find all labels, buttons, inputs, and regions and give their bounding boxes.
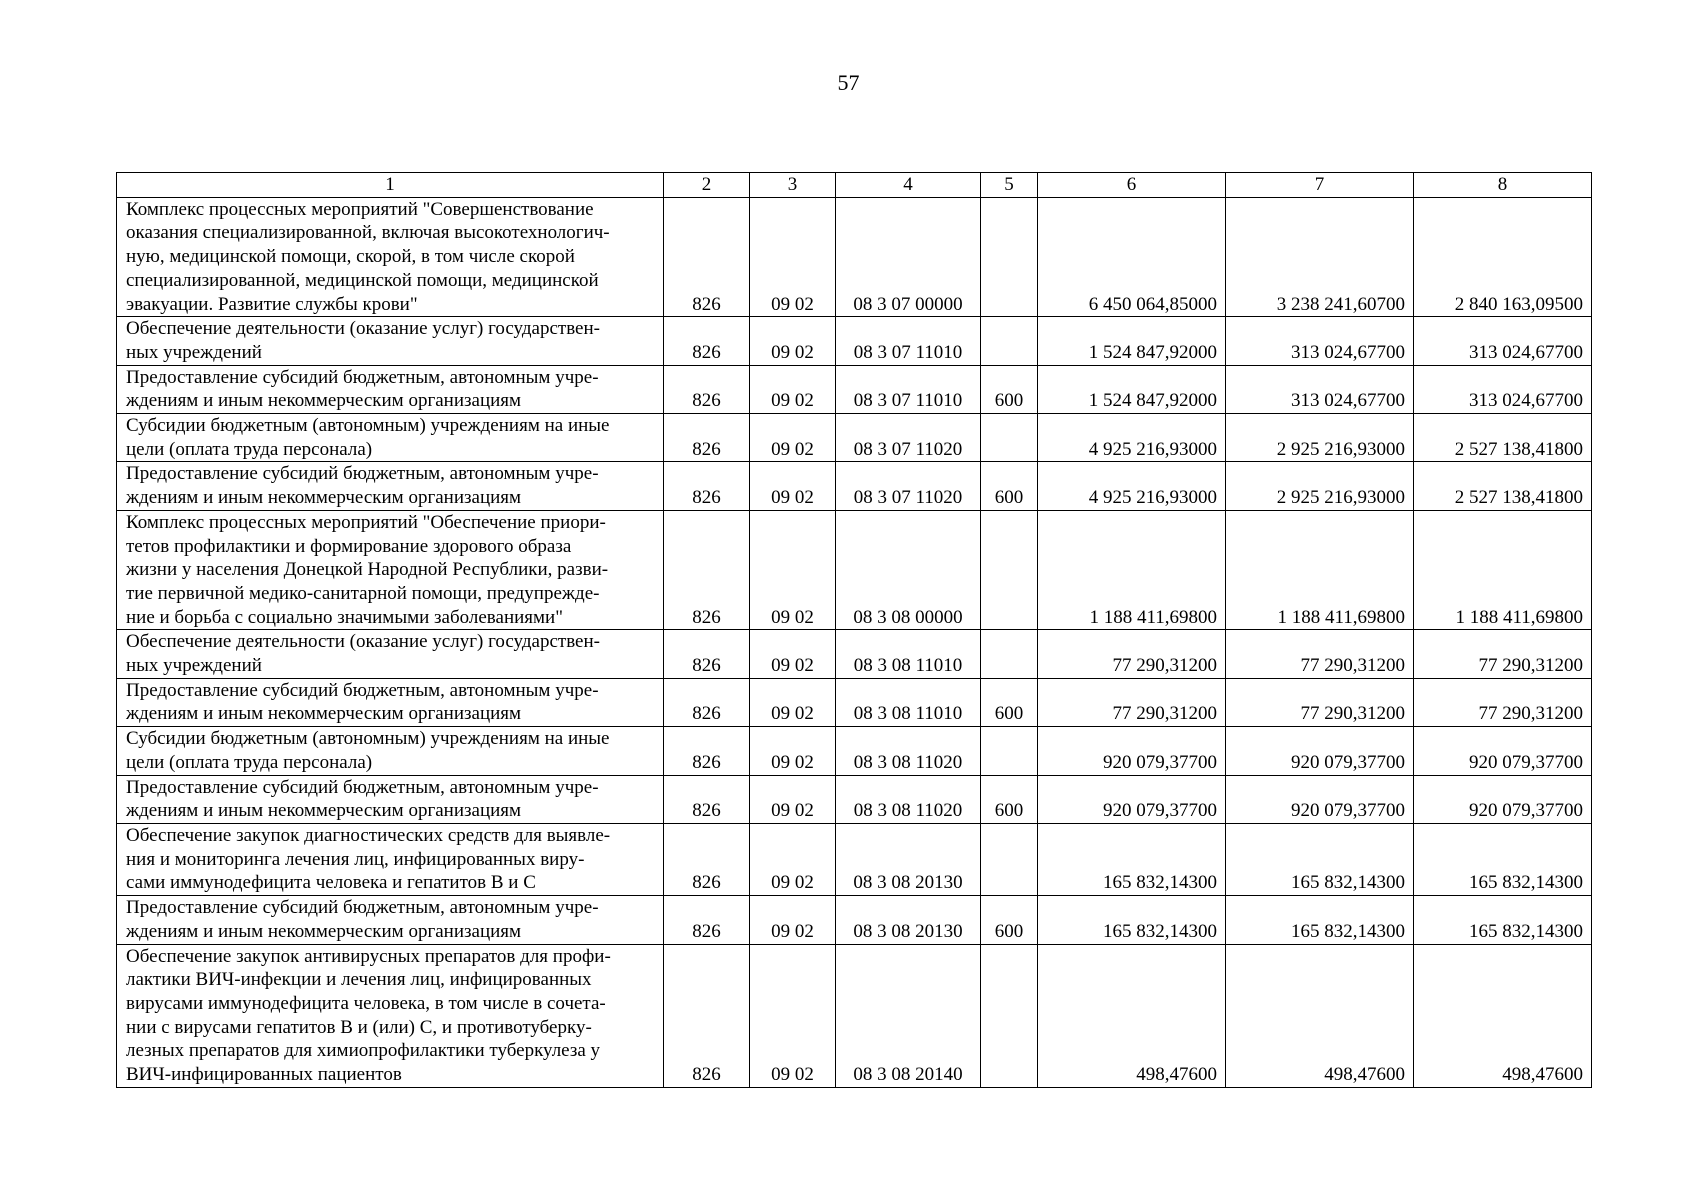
column-number-header-row	[117, 173, 1592, 198]
grbs-cell: 826	[664, 414, 750, 462]
description-cell	[117, 823, 664, 895]
header-col-6: 6	[1038, 173, 1226, 198]
target-article-cell: 08 3 07 00000	[836, 197, 981, 317]
description-line: цели (оплата труда персонала)	[126, 751, 373, 773]
amount-col7-cell: 498,47600	[1226, 944, 1414, 1087]
grbs-cell: 826	[664, 896, 750, 944]
amount-col7-cell: 3 238 241,60700	[1226, 197, 1414, 317]
description-line: Комплекс процессных мероприятий "Обеспечение приори-	[126, 511, 606, 533]
description-line: Обеспечение деятельности (оказание услуг) государствен-	[126, 318, 600, 340]
header-col-3: 3	[750, 173, 836, 198]
description-line: Предоставление субсидий бюджетным, автономным учре-	[126, 679, 599, 701]
amount-col6-cell: 1 524 847,92000	[1038, 365, 1226, 413]
table-row	[117, 630, 1592, 678]
expense-type-cell: 600	[981, 775, 1038, 823]
description-line: лезных препаратов для химиопрофилактики туберкулеза у	[126, 1040, 601, 1062]
table-body	[117, 173, 1592, 1088]
expense-type-cell	[981, 197, 1038, 317]
amount-col6-cell: 920 079,37700	[1038, 727, 1226, 775]
section-cell: 09 02	[750, 510, 836, 630]
section-cell: 09 02	[750, 365, 836, 413]
table-row	[117, 317, 1592, 365]
description-line: эвакуации. Развитие службы крови"	[126, 293, 418, 315]
header-col-5: 5	[981, 173, 1038, 198]
description-line: вирусами иммунодефицита человека, в том числе в сочета-	[126, 992, 606, 1014]
section-cell: 09 02	[750, 896, 836, 944]
description-line: ную, медицинской помощи, скорой, в том числе скорой	[126, 246, 575, 268]
amount-col8-cell: 313 024,67700	[1414, 365, 1592, 413]
budget-table	[116, 172, 1592, 1088]
expense-type-cell	[981, 317, 1038, 365]
section-cell: 09 02	[750, 462, 836, 510]
grbs-cell: 826	[664, 727, 750, 775]
amount-col6-cell: 77 290,31200	[1038, 678, 1226, 726]
description-line: цели (оплата труда персонала)	[126, 438, 373, 460]
amount-col7-cell: 313 024,67700	[1226, 317, 1414, 365]
header-col-4: 4	[836, 173, 981, 198]
grbs-cell: 826	[664, 944, 750, 1087]
description-line: лактики ВИЧ-инфекции и лечения лиц, инфицированных	[126, 969, 592, 991]
description-line: тие первичной медико-санитарной помощи, предупрежде-	[126, 582, 600, 604]
description-line: ждениям и иным некоммерческим организациям	[126, 390, 522, 412]
amount-col7-cell: 77 290,31200	[1226, 630, 1414, 678]
amount-col8-cell: 165 832,14300	[1414, 823, 1592, 895]
description-line: специализированной, медицинской помощи, медицинской	[126, 269, 599, 291]
grbs-cell: 826	[664, 678, 750, 726]
amount-col6-cell: 920 079,37700	[1038, 775, 1226, 823]
section-cell: 09 02	[750, 678, 836, 726]
header-col-1: 1	[117, 173, 664, 198]
table-row	[117, 510, 1592, 630]
description-line: тетов профилактики и формирование здорового образа	[126, 535, 572, 557]
section-cell: 09 02	[750, 630, 836, 678]
grbs-cell: 826	[664, 510, 750, 630]
table-row	[117, 197, 1592, 317]
description-cell	[117, 727, 664, 775]
description-cell	[117, 896, 664, 944]
grbs-cell: 826	[664, 197, 750, 317]
description-cell	[117, 775, 664, 823]
description-line: оказания специализированной, включая высокотехнологич-	[126, 222, 610, 244]
description-line: ждениям и иным некоммерческим организациям	[126, 703, 522, 725]
description-line: жизни у населения Донецкой Народной Республики, разви-	[126, 559, 609, 581]
target-article-cell: 08 3 08 20130	[836, 896, 981, 944]
expense-type-cell	[981, 727, 1038, 775]
amount-col7-cell: 2 925 216,93000	[1226, 462, 1414, 510]
description-line: Обеспечение закупок антивирусных препаратов для профи-	[126, 945, 611, 967]
expense-type-cell: 600	[981, 365, 1038, 413]
amount-col7-cell: 165 832,14300	[1226, 896, 1414, 944]
grbs-cell: 826	[664, 823, 750, 895]
description-cell	[117, 462, 664, 510]
target-article-cell: 08 3 07 11010	[836, 317, 981, 365]
grbs-cell: 826	[664, 630, 750, 678]
grbs-cell: 826	[664, 365, 750, 413]
amount-col6-cell: 165 832,14300	[1038, 823, 1226, 895]
amount-col8-cell: 2 840 163,09500	[1414, 197, 1592, 317]
expense-type-cell: 600	[981, 678, 1038, 726]
amount-col8-cell: 920 079,37700	[1414, 727, 1592, 775]
expense-type-cell	[981, 414, 1038, 462]
target-article-cell: 08 3 07 11020	[836, 414, 981, 462]
description-line: ния и мониторинга лечения лиц, инфицированных виру-	[126, 848, 585, 870]
table-row	[117, 775, 1592, 823]
description-line: Обеспечение деятельности (оказание услуг) государствен-	[126, 631, 600, 653]
description-line: ние и борьба с социально значимыми заболеваниями"	[126, 606, 563, 628]
target-article-cell: 08 3 08 11010	[836, 630, 981, 678]
amount-col8-cell: 77 290,31200	[1414, 630, 1592, 678]
amount-col8-cell: 2 527 138,41800	[1414, 414, 1592, 462]
amount-col6-cell: 1 188 411,69800	[1038, 510, 1226, 630]
target-article-cell: 08 3 08 00000	[836, 510, 981, 630]
description-line: Предоставление субсидий бюджетным, автономным учре-	[126, 366, 599, 388]
description-line: ждениям и иным некоммерческим организациям	[126, 487, 522, 509]
table-row	[117, 365, 1592, 413]
table-row	[117, 462, 1592, 510]
target-article-cell: 08 3 07 11010	[836, 365, 981, 413]
amount-col6-cell: 1 524 847,92000	[1038, 317, 1226, 365]
target-article-cell: 08 3 08 11020	[836, 727, 981, 775]
description-cell	[117, 630, 664, 678]
description-cell	[117, 365, 664, 413]
expense-type-cell: 600	[981, 896, 1038, 944]
description-line: Субсидии бюджетным (автономным) учреждениям на иные	[126, 728, 610, 750]
amount-col8-cell: 498,47600	[1414, 944, 1592, 1087]
section-cell: 09 02	[750, 823, 836, 895]
amount-col7-cell: 2 925 216,93000	[1226, 414, 1414, 462]
amount-col7-cell: 1 188 411,69800	[1226, 510, 1414, 630]
description-cell	[117, 510, 664, 630]
amount-col7-cell: 920 079,37700	[1226, 775, 1414, 823]
amount-col7-cell: 920 079,37700	[1226, 727, 1414, 775]
amount-col6-cell: 165 832,14300	[1038, 896, 1226, 944]
amount-col8-cell: 920 079,37700	[1414, 775, 1592, 823]
amount-col6-cell: 6 450 064,85000	[1038, 197, 1226, 317]
section-cell: 09 02	[750, 414, 836, 462]
amount-col6-cell: 77 290,31200	[1038, 630, 1226, 678]
amount-col8-cell: 313 024,67700	[1414, 317, 1592, 365]
expense-type-cell	[981, 823, 1038, 895]
amount-col6-cell: 4 925 216,93000	[1038, 414, 1226, 462]
section-cell: 09 02	[750, 197, 836, 317]
table-row	[117, 678, 1592, 726]
target-article-cell: 08 3 07 11020	[836, 462, 981, 510]
page-number: 57	[837, 70, 860, 95]
section-cell: 09 02	[750, 317, 836, 365]
amount-col7-cell: 313 024,67700	[1226, 365, 1414, 413]
target-article-cell: 08 3 08 11020	[836, 775, 981, 823]
table-row	[117, 944, 1592, 1087]
description-line: ждениям и иным некоммерческим организациям	[126, 920, 522, 942]
table-row	[117, 896, 1592, 944]
table-row	[117, 727, 1592, 775]
description-line: нии с вирусами гепатитов B и (или) C, и противотуберку-	[126, 1016, 592, 1038]
description-line: ждениям и иным некоммерческим организациям	[126, 800, 522, 822]
amount-col8-cell: 77 290,31200	[1414, 678, 1592, 726]
description-line: ВИЧ-инфицированных пациентов	[126, 1064, 402, 1086]
description-line: ных учреждений	[126, 655, 262, 677]
grbs-cell: 826	[664, 317, 750, 365]
section-cell: 09 02	[750, 944, 836, 1087]
expense-type-cell	[981, 630, 1038, 678]
amount-col8-cell: 1 188 411,69800	[1414, 510, 1592, 630]
expense-type-cell	[981, 510, 1038, 630]
table-row	[117, 414, 1592, 462]
description-cell	[117, 317, 664, 365]
description-line: Субсидии бюджетным (автономным) учреждениям на иные	[126, 415, 610, 437]
section-cell: 09 02	[750, 775, 836, 823]
amount-col8-cell: 165 832,14300	[1414, 896, 1592, 944]
table-row	[117, 823, 1592, 895]
description-line: Предоставление субсидий бюджетным, автономным учре-	[126, 776, 599, 798]
expense-type-cell: 600	[981, 462, 1038, 510]
grbs-cell: 826	[664, 775, 750, 823]
description-line: Обеспечение закупок диагностических средств для выявле-	[126, 824, 611, 846]
expense-type-cell	[981, 944, 1038, 1087]
description-line: Предоставление субсидий бюджетным, автономным учре-	[126, 463, 599, 485]
amount-col7-cell: 77 290,31200	[1226, 678, 1414, 726]
description-line: Предоставление субсидий бюджетным, автономным учре-	[126, 897, 599, 919]
description-cell	[117, 944, 664, 1087]
description-line: сами иммунодефицита человека и гепатитов B и C	[126, 872, 536, 894]
target-article-cell: 08 3 08 20140	[836, 944, 981, 1087]
description-cell	[117, 197, 664, 317]
description-cell	[117, 678, 664, 726]
description-line: Комплекс процессных мероприятий "Совершенствование	[126, 198, 594, 220]
description-cell	[117, 414, 664, 462]
target-article-cell: 08 3 08 11010	[836, 678, 981, 726]
amount-col8-cell: 2 527 138,41800	[1414, 462, 1592, 510]
section-cell: 09 02	[750, 727, 836, 775]
target-article-cell: 08 3 08 20130	[836, 823, 981, 895]
description-line: ных учреждений	[126, 341, 262, 363]
grbs-cell: 826	[664, 462, 750, 510]
header-col-8: 8	[1414, 173, 1592, 198]
amount-col6-cell: 4 925 216,93000	[1038, 462, 1226, 510]
header-col-2: 2	[664, 173, 750, 198]
amount-col6-cell: 498,47600	[1038, 944, 1226, 1087]
amount-col7-cell: 165 832,14300	[1226, 823, 1414, 895]
header-col-7: 7	[1226, 173, 1414, 198]
